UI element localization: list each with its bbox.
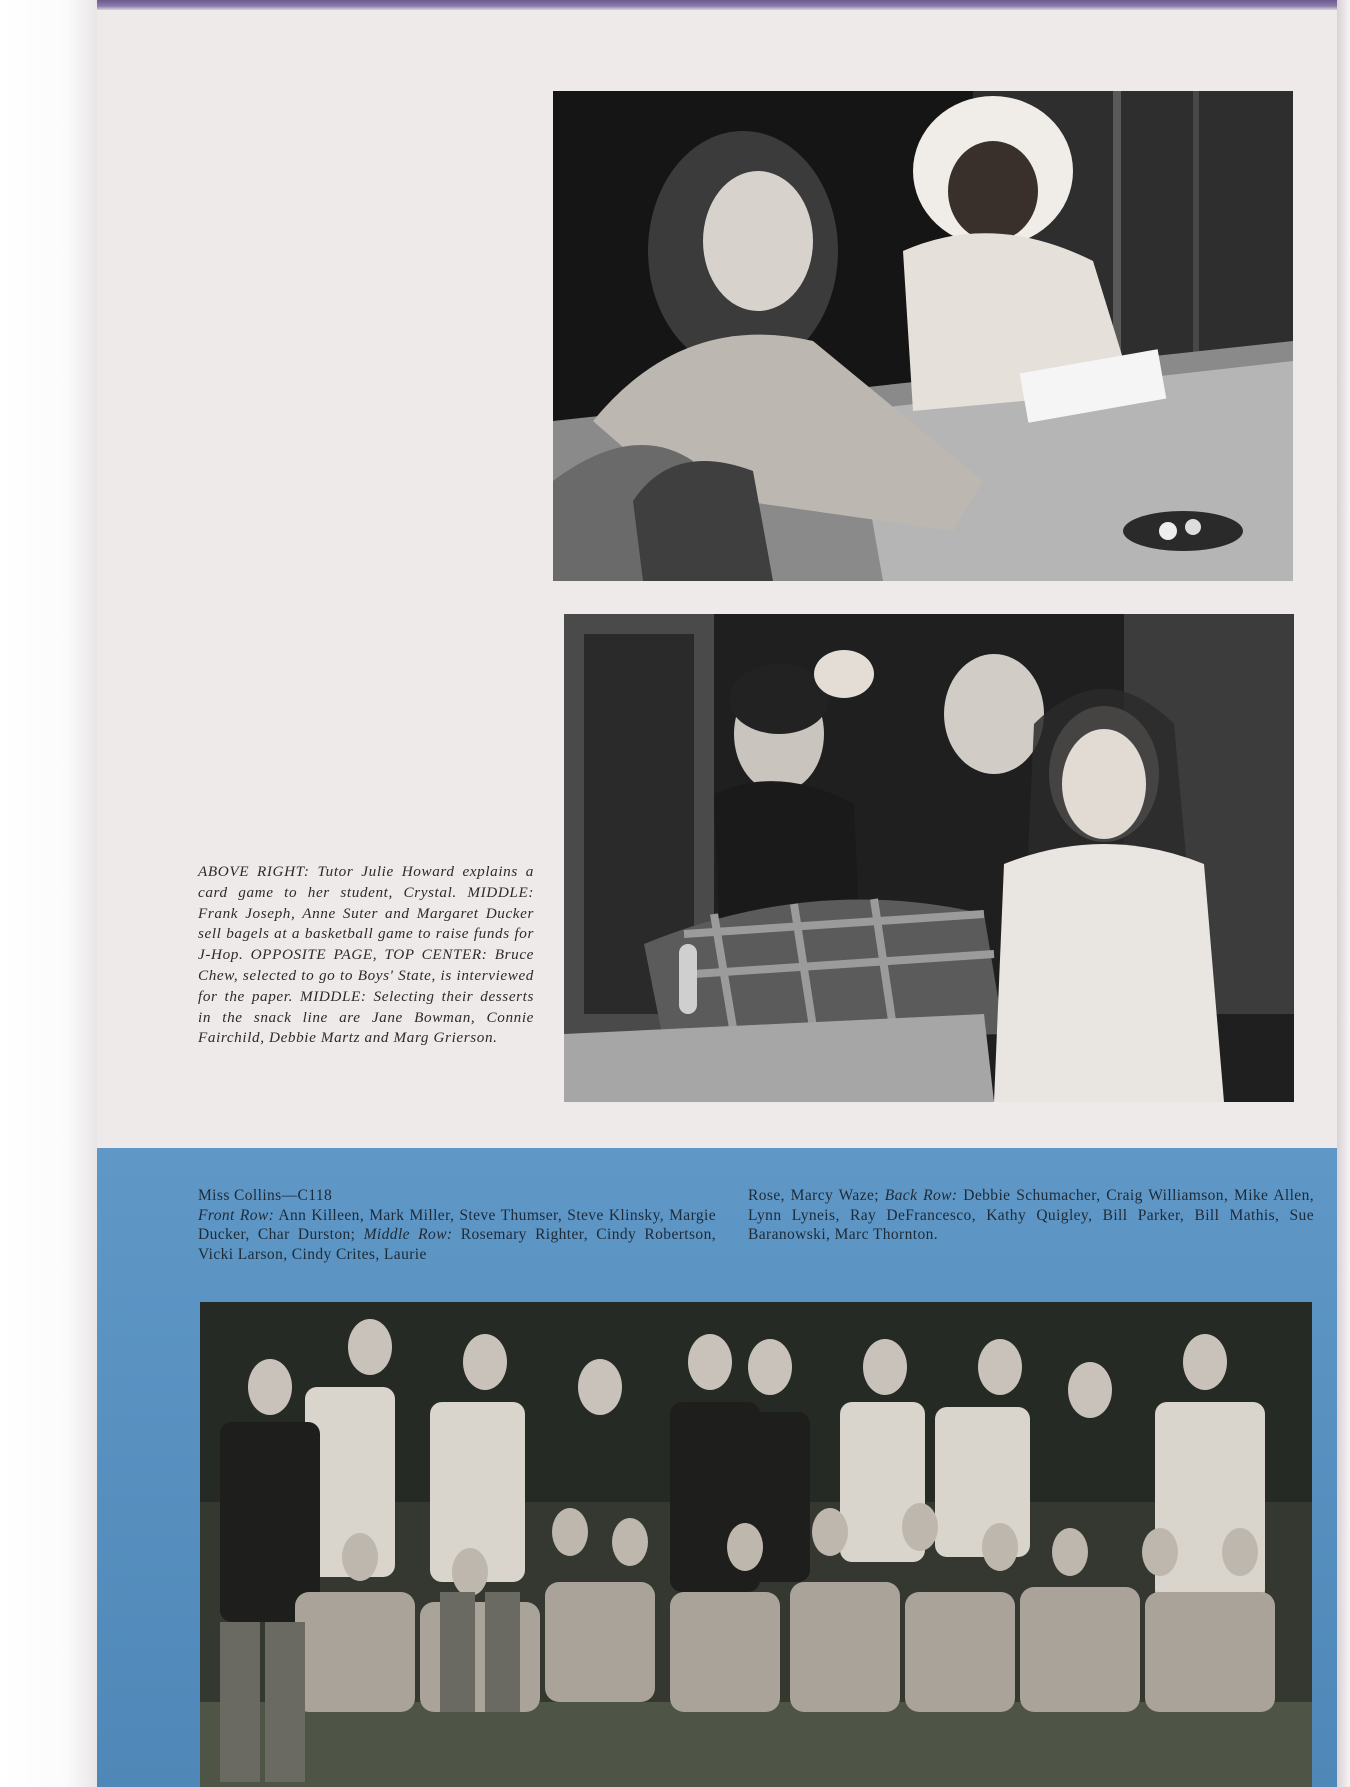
middle-row-names-continued: Rose, Marcy Waze; <box>748 1187 879 1204</box>
roster-text-left <box>198 1206 716 1265</box>
homeroom-roster-right <box>748 1186 1314 1245</box>
photo-bagel-sale <box>564 614 1294 1102</box>
homeroom-group-photo <box>200 1302 1312 1787</box>
photo-tutor-card-game <box>553 91 1293 581</box>
page-binding-margin <box>0 0 97 1787</box>
front-row-names: Ann Killeen, Mark Miller, Steve Thumser, Steve Klinsky, Margie Ducker, Char Durston; <box>198 1206 716 1243</box>
homeroom-roster-left <box>198 1186 716 1264</box>
photo-caption: ABOVE RIGHT: Tutor Julie Howard explains a card game to her student, Crystal. MIDDLE: Frank Joseph, Anne Suter and Margaret Ducker sell bagels at a basketball game to raise funds for J-Hop. OPPOSITE PAGE, TOP CENTER: Bruce Chew, selected to go to Boys' State, is interviewed for the paper. MIDDLE: Selecting their desserts in the snack line are Jane Bowman, Connie Fairchild, Debbie Martz and Marg Grierson. <box>198 863 534 1047</box>
photo-bagel-sale-image <box>564 614 1294 1102</box>
photo-tutor-card-game-image <box>553 91 1293 581</box>
homeroom-title: Miss Collins—C118 <box>198 1187 333 1204</box>
page-top-edge <box>97 0 1350 10</box>
middle-row-names: Rosemary Righter, Cindy Robertson, Vicki Larson, Cindy Crites, Laurie <box>198 1226 717 1263</box>
front-row-label: Front Row: <box>198 1206 275 1224</box>
middle-row-label: Middle Row: <box>363 1226 453 1243</box>
page-right-edge <box>1337 0 1350 1787</box>
back-row-label: Back Row: <box>884 1187 958 1204</box>
homeroom-group-photo-image <box>200 1302 1312 1787</box>
back-row-names: Debbie Schumacher, Craig Williamson, Mike Allen, Lynn Lyneis, Ray DeFrancesco, Kathy Quigley, Bill Parker, Bill Mathis, Sue Baranowski, Marc Thornton. <box>748 1187 1314 1243</box>
